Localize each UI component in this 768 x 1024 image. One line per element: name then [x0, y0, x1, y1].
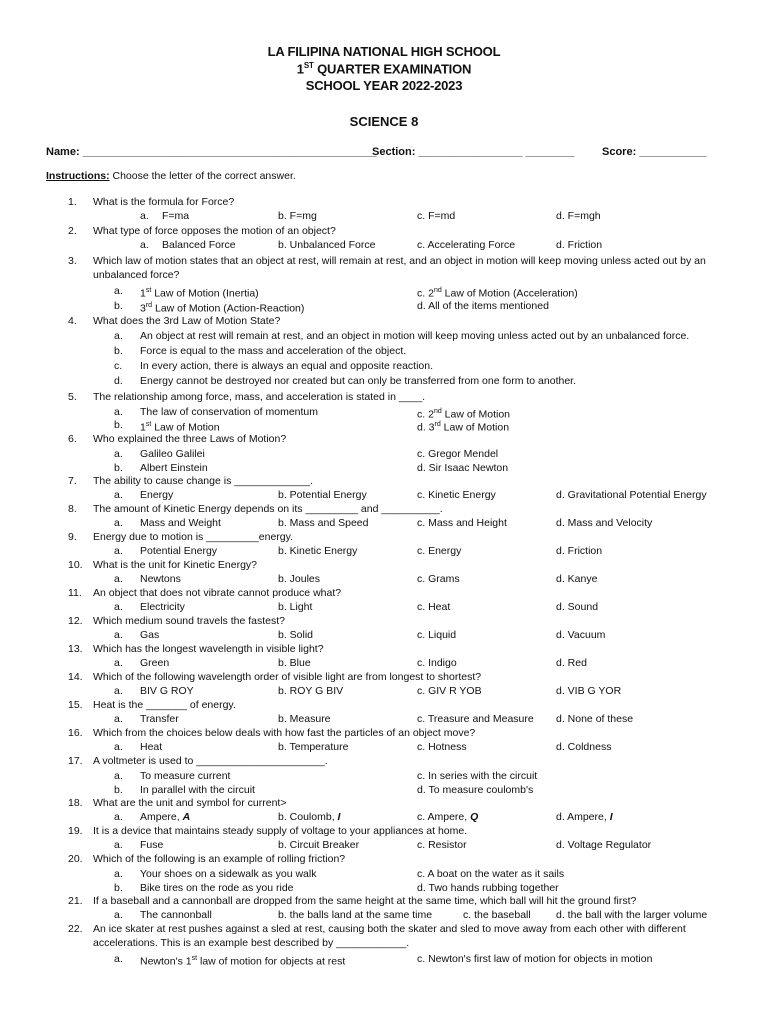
- option-c: c. GIV R YOB: [417, 685, 482, 697]
- option-a: Energy: [140, 489, 174, 501]
- option-c: c. In series with the circuit: [417, 770, 538, 782]
- option-a-letter: a.: [114, 839, 123, 851]
- question-number: 19.: [68, 825, 83, 837]
- option-c-sup: nd: [433, 287, 442, 294]
- option-a-letter: a.: [114, 811, 123, 823]
- option-a-letter: a.: [114, 285, 123, 297]
- option-c: c. Gregor Mendel: [417, 448, 499, 460]
- option-a-letter: a.: [114, 685, 123, 697]
- option-b-text2: Law of Motion (Action-Reaction): [152, 302, 305, 315]
- option-b: b. Circuit Breaker: [278, 839, 360, 851]
- question-text: Which law of motion states that an object at rest, will remain at rest, and an object in motion will keep moving unless acted out by an: [93, 255, 706, 267]
- option-a-letter: a.: [114, 330, 123, 342]
- school-name: LA FILIPINA NATIONAL HIGH SCHOOL: [267, 44, 501, 59]
- option-c: c. Energy: [417, 545, 462, 557]
- option-b: Force is equal to the mass and acceleration of the object.: [140, 345, 407, 357]
- option-d: d. VIB G YOR: [556, 685, 622, 697]
- option-c: In every action, there is always an equal and opposite reaction.: [140, 360, 434, 372]
- option-a: [140, 952, 345, 969]
- question-number: 18.: [68, 797, 83, 809]
- option-a: The cannonball: [140, 909, 212, 921]
- option-b-letter: b.: [114, 300, 123, 312]
- question-number: 16.: [68, 727, 83, 739]
- option-d: d. None of these: [556, 713, 634, 725]
- option-b-letter: b.: [114, 345, 123, 357]
- question-text: Which has the longest wavelength in visible light?: [93, 643, 324, 655]
- option-a-letter: a.: [114, 713, 123, 725]
- question-number: 21.: [68, 895, 83, 907]
- option-b: [278, 810, 340, 824]
- question-text: The amount of Kinetic Energy depends on its _________ and __________.: [93, 503, 443, 515]
- option-c: c. Heat: [417, 601, 451, 613]
- option-a-letter: a.: [114, 909, 123, 921]
- option-b-letter: b.: [114, 784, 123, 796]
- symbol: I: [337, 811, 341, 823]
- option-d: d. Vacuum: [556, 629, 606, 641]
- option-d-text2: Law of Motion: [440, 421, 510, 434]
- option-a-letter: a.: [140, 210, 149, 222]
- option-c: c. Resistor: [417, 839, 467, 851]
- option-c-sup: nd: [433, 408, 442, 415]
- option-b: b. F=mg: [278, 210, 317, 222]
- option-b: b. Potential Energy: [278, 489, 367, 501]
- option-d: d. Sir Isaac Newton: [417, 462, 509, 474]
- option-a-letter: a.: [114, 629, 123, 641]
- option-a: F=ma: [162, 210, 190, 222]
- option-d: d. Coldness: [556, 741, 612, 753]
- option-b: b. Joules: [278, 573, 321, 585]
- option-a: Potential Energy: [140, 545, 218, 557]
- question-text-cont: accelerations. This is an example best described by ____________.: [93, 937, 410, 949]
- option-b: b. the balls land at the same time: [278, 909, 433, 921]
- option-a-letter: a.: [114, 601, 123, 613]
- question-text: What is the formula for Force?: [93, 196, 235, 208]
- option-d: d. All of the items mentioned: [417, 300, 549, 312]
- question-number: 11.: [68, 587, 82, 599]
- option-a-text: 1: [140, 287, 146, 300]
- option-a-letter: a.: [114, 770, 123, 782]
- option-c: c. Kinetic Energy: [417, 489, 496, 501]
- option-a-letter: a.: [114, 953, 123, 965]
- question-number: 10.: [68, 559, 83, 571]
- option-d: d. To measure coulomb's: [417, 784, 534, 796]
- option-d: d. F=mgh: [556, 210, 601, 222]
- option-a-letter: a.: [114, 448, 123, 460]
- symbol: I: [609, 811, 613, 823]
- option-d: d. the ball with the larger volume: [556, 909, 708, 921]
- option-a-sup: st: [191, 955, 198, 962]
- question-number: 4.: [68, 315, 77, 327]
- option-b: [140, 299, 304, 316]
- option-c: c. the baseball: [463, 909, 531, 921]
- option-a-letter: a.: [114, 517, 123, 529]
- option-a: Balanced Force: [162, 239, 236, 251]
- instructions-label: Instructions:: [46, 170, 110, 182]
- option-c-text2: Law of Motion (Acceleration): [441, 287, 578, 300]
- option-a-letter: a.: [114, 545, 123, 557]
- option-d: Energy cannot be destroyed nor created but can only be transferred from one form to another.: [140, 375, 577, 387]
- option-b-sup: st: [145, 421, 152, 428]
- option-c: c. F=md: [417, 210, 456, 222]
- option-a: [140, 810, 190, 824]
- question-text: Energy due to motion is _________energy.: [93, 531, 294, 543]
- question-number: 9.: [68, 531, 77, 543]
- option-a-letter: a.: [140, 239, 149, 251]
- option-b: b. Measure: [278, 713, 331, 725]
- option-b: b. ROY G BIV: [278, 685, 344, 697]
- exam-title-num: 1: [296, 61, 304, 77]
- question-text: What is the unit for Kinetic Energy?: [93, 559, 257, 571]
- option-b-sup: rd: [145, 302, 153, 309]
- option-b-text: 1: [140, 421, 146, 434]
- option-b-letter: b.: [114, 462, 123, 474]
- option-d-letter: d.: [114, 375, 123, 387]
- option-d: [556, 810, 613, 824]
- option-d-text: d. Ampere,: [556, 811, 610, 823]
- option-b: b. Light: [278, 601, 313, 613]
- question-text: The ability to cause change is _____________.: [93, 475, 314, 487]
- question-number: 6.: [68, 433, 77, 445]
- option-c: c. Indigo: [417, 657, 457, 669]
- exam-title-text: QUARTER EXAMINATION: [313, 61, 472, 77]
- instructions: [46, 170, 296, 182]
- option-a: Electricity: [140, 601, 185, 613]
- option-d: d. Mass and Velocity: [556, 517, 653, 529]
- option-a-letter: a.: [114, 406, 123, 418]
- option-b-text: 3: [140, 302, 146, 315]
- option-c-text: c. 2: [417, 408, 434, 421]
- option-a: To measure current: [140, 770, 231, 782]
- name-field[interactable]: Name: ________________________________________________: [46, 146, 377, 158]
- option-a: Your shoes on a sidewalk as you walk: [140, 868, 317, 880]
- question-text: If a baseball and a cannonball are dropped from the same height at the same time, which ball will hit the ground first?: [93, 895, 637, 907]
- option-a: The law of conservation of momentum: [140, 406, 318, 418]
- question-text: Which from the choices below deals with how fast the particles of an object move?: [93, 727, 476, 739]
- option-b-text: b. Coulomb,: [278, 811, 338, 823]
- question-number: 8.: [68, 503, 77, 515]
- question-text: The relationship among force, mass, and acceleration is stated in ____.: [93, 391, 426, 403]
- question-number: 20.: [68, 853, 83, 865]
- option-a-text2: Law of Motion (Inertia): [151, 287, 259, 300]
- option-a: BIV G ROY: [140, 685, 194, 697]
- question-number: 17.: [68, 755, 83, 767]
- question-text: A voltmeter is used to ______________________.: [93, 755, 328, 767]
- exam-title-sup: ST: [303, 61, 314, 70]
- question-text: Which of the following is an example of rolling friction?: [93, 853, 346, 865]
- option-a-letter: a.: [114, 741, 123, 753]
- school-year: SCHOOL YEAR 2022-2023: [305, 78, 463, 93]
- question-text: What type of force opposes the motion of an object?: [93, 225, 336, 237]
- option-d: d. Gravitational Potential Energy: [556, 489, 707, 501]
- option-a: Heat: [140, 741, 163, 753]
- option-b: b. Temperature: [278, 741, 349, 753]
- option-a: Newtons: [140, 573, 181, 585]
- question-text-cont: unbalanced force?: [93, 269, 180, 281]
- option-c: c. Mass and Height: [417, 517, 507, 529]
- question-number: 1.: [68, 196, 77, 208]
- option-d: d. Kanye: [556, 573, 598, 585]
- question-text: Which of the following wavelength order of visible light are from longest to shortest?: [93, 671, 482, 683]
- exam-title: [0, 61, 768, 76]
- option-a-text2: law of motion for objects at rest: [197, 955, 346, 968]
- option-a-letter: a.: [114, 868, 123, 880]
- option-b: Bike tires on the rode as you ride: [140, 882, 294, 894]
- score-field[interactable]: Score: ___________: [602, 146, 707, 158]
- question-number: 14.: [68, 671, 83, 683]
- section-field[interactable]: Section: _________________ ________: [372, 146, 575, 158]
- option-c-letter: c.: [114, 360, 123, 372]
- option-d: d. Voltage Regulator: [556, 839, 652, 851]
- option-d-text: d. 3: [417, 421, 435, 434]
- option-c: c. Treasure and Measure: [417, 713, 534, 725]
- question-text: What does the 3rd Law of Motion State?: [93, 315, 281, 327]
- question-text: An object that does not vibrate cannot produce what?: [93, 587, 342, 599]
- option-c: c. A boat on the water as it sails: [417, 868, 565, 880]
- option-b: In parallel with the circuit: [140, 784, 255, 796]
- question-text: Which medium sound travels the fastest?: [93, 615, 286, 627]
- option-d: d. Red: [556, 657, 587, 669]
- option-b: b. Kinetic Energy: [278, 545, 358, 557]
- option-a: Galileo Galilei: [140, 448, 205, 460]
- option-c: c. Accelerating Force: [417, 239, 516, 251]
- option-b-letter: b.: [114, 419, 123, 431]
- option-b: b. Blue: [278, 657, 311, 669]
- question-text: It is a device that maintains steady supply of voltage to your appliances at home.: [93, 825, 468, 837]
- option-c-text: c. Ampere,: [417, 811, 471, 823]
- question-text: What are the unit and symbol for current>: [93, 797, 287, 809]
- question-number: 15.: [68, 699, 83, 711]
- question-text: Heat is the _______ of energy.: [93, 699, 236, 711]
- option-c: c. Hotness: [417, 741, 467, 753]
- option-b-text2: Law of Motion: [151, 421, 220, 434]
- question-number: 7.: [68, 475, 77, 487]
- question-number: 5.: [68, 391, 77, 403]
- question-number: 3.: [68, 255, 77, 267]
- question-number: 2.: [68, 225, 77, 237]
- option-a-letter: a.: [114, 489, 123, 501]
- option-d: d. Two hands rubbing together: [417, 882, 559, 894]
- option-a: Fuse: [140, 839, 164, 851]
- option-a: Green: [140, 657, 170, 669]
- option-c: c. Liquid: [417, 629, 457, 641]
- option-a: An object at rest will remain at rest, and an object in motion will keep moving unless acted out by an unbalanced force.: [140, 330, 690, 342]
- question-text: An ice skater at rest pushes against a sled at rest, causing both the skater and sled to move away from each other with different: [93, 923, 686, 935]
- question-number: 13.: [68, 643, 83, 655]
- symbol: Q: [470, 811, 479, 823]
- question-number: 12.: [68, 615, 83, 627]
- subject-title: SCIENCE 8: [349, 114, 419, 129]
- option-c: c. Grams: [417, 573, 460, 585]
- option-b: b. Solid: [278, 629, 314, 641]
- symbol: A: [182, 811, 191, 823]
- option-d: [417, 418, 509, 435]
- option-c: [417, 810, 478, 824]
- question-number: 22.: [68, 923, 83, 935]
- option-a: Gas: [140, 629, 160, 641]
- option-c-text2: Law of Motion: [441, 408, 511, 421]
- option-a-letter: a.: [114, 657, 123, 669]
- option-d-sup: rd: [434, 421, 441, 428]
- question-text: Who explained the three Laws of Motion?: [93, 433, 287, 445]
- option-a-letter: a.: [114, 573, 123, 585]
- option-a-text: Newton's 1: [140, 955, 192, 968]
- option-c-text: c. 2: [417, 287, 434, 300]
- option-b: Albert Einstein: [140, 462, 208, 474]
- option-b: b. Unbalanced Force: [278, 239, 376, 251]
- option-c: c. Newton's first law of motion for objects in motion: [417, 953, 653, 965]
- option-a: Mass and Weight: [140, 517, 221, 529]
- option-d: d. Friction: [556, 239, 603, 251]
- option-b-letter: b.: [114, 882, 123, 894]
- option-b: b. Mass and Speed: [278, 517, 369, 529]
- option-d: d. Sound: [556, 601, 599, 613]
- option-a-sup: st: [145, 287, 152, 294]
- option-a: Transfer: [140, 713, 179, 725]
- instructions-text: Choose the letter of the correct answer.: [109, 170, 296, 182]
- option-a-text: Ampere,: [140, 811, 183, 823]
- option-b: [140, 418, 220, 435]
- option-d: d. Friction: [556, 545, 603, 557]
